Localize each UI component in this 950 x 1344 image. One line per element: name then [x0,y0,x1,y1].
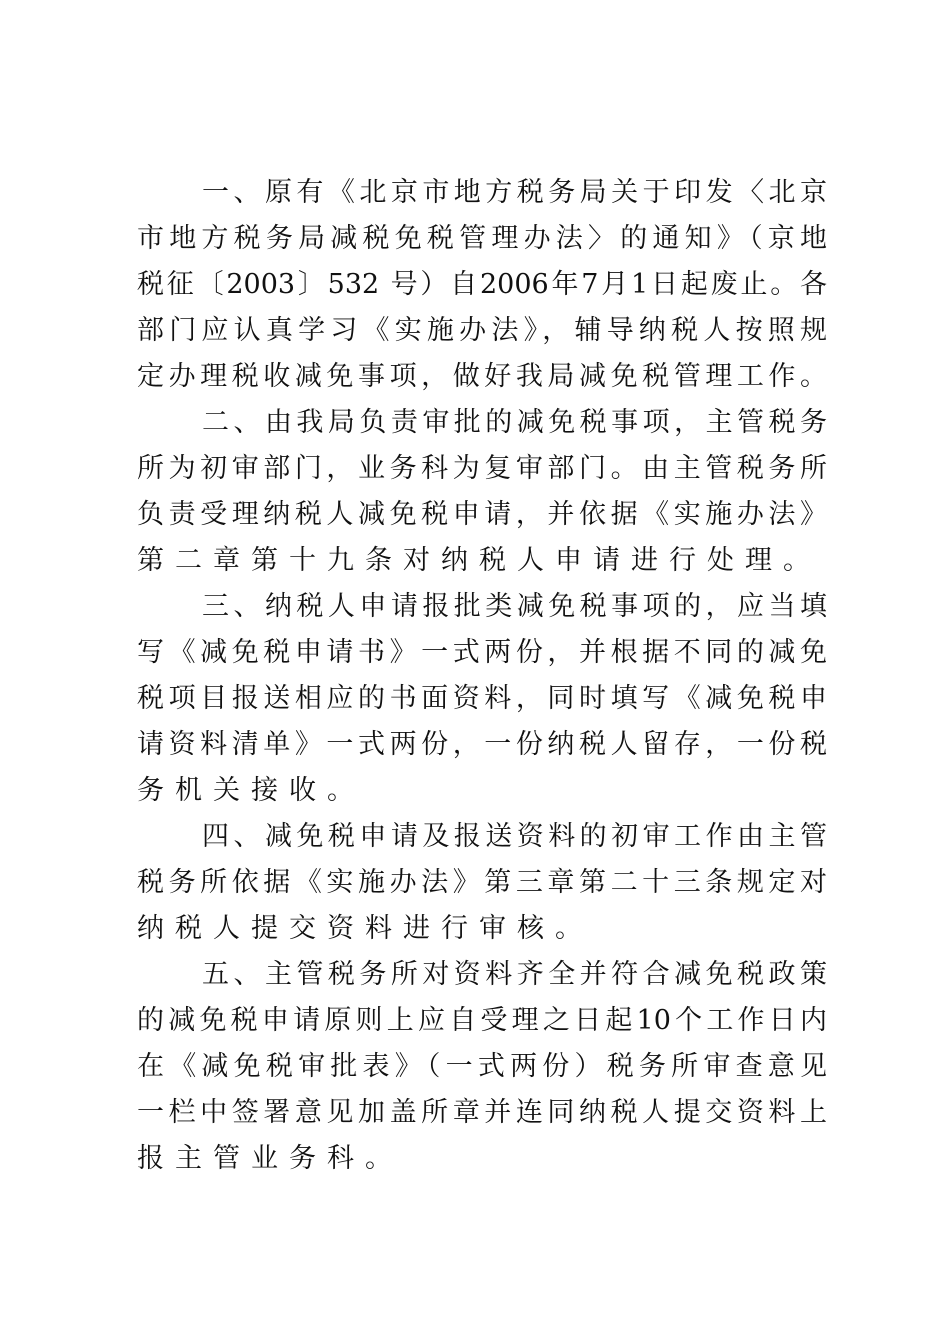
paragraph-2-line-4: 第二章第十九条对纳税人申请进行处理。 [137,545,821,576]
paragraph-5-line-1: 五、主管税务所对资料齐全并符合减免税政策 [202,959,827,990]
paragraph-1-line-3: 税征〔2003〕532 号）自2006年7月1日起废止。各 [137,269,827,300]
paragraph-5-line-2: 的减免税申请原则上应自受理之日起10个工作日内 [137,1005,827,1036]
paragraph-3-line-2: 写《减免税申请书》一式两份，并根据不同的减免 [137,637,827,668]
paragraph-5-line-4: 一栏中签署意见加盖所章并连同纳税人提交资料上 [137,1097,827,1128]
paragraph-3-line-1: 三、纳税人申请报批类减免税事项的，应当填 [202,591,827,622]
paragraph-3-line-4: 请资料清单》一式两份，一份纳税人留存，一份税 [137,729,827,760]
paragraph-4-line-3: 纳税人提交资料进行审核。 [137,913,593,944]
paragraph-4-line-1: 四、减免税申请及报送资料的初审工作由主管 [202,821,827,852]
paragraph-2-line-1: 二、由我局负责审批的减免税事项，主管税务 [202,407,827,438]
paragraph-1-line-5: 定办理税收减免事项，做好我局减免税管理工作。 [137,361,827,392]
paragraph-5-line-3: 在《减免税审批表》（一式两份）税务所审查意见 [137,1051,827,1082]
paragraph-2-line-2: 所为初审部门，业务科为复审部门。由主管税务所 [137,453,827,484]
paragraph-4-line-2: 税务所依据《实施办法》第三章第二十三条规定对 [137,867,827,898]
paragraph-1-line-1: 一、原有《北京市地方税务局关于印发〈北京 [202,177,827,208]
paragraph-2-line-3: 负责受理纳税人减免税申请，并依据《实施办法》 [137,499,827,530]
paragraph-3-line-3: 税项目报送相应的书面资料，同时填写《减免税申 [137,683,827,714]
paragraph-3-line-5: 务机关接收。 [137,775,365,806]
paragraph-5-line-5: 报主管业务科。 [137,1143,403,1174]
paragraph-1-line-2: 市地方税务局减税免税管理办法〉的通知》（京地 [137,223,827,254]
paragraph-1-line-4: 部门应认真学习《实施办法》，辅导纳税人按照规 [137,315,827,346]
